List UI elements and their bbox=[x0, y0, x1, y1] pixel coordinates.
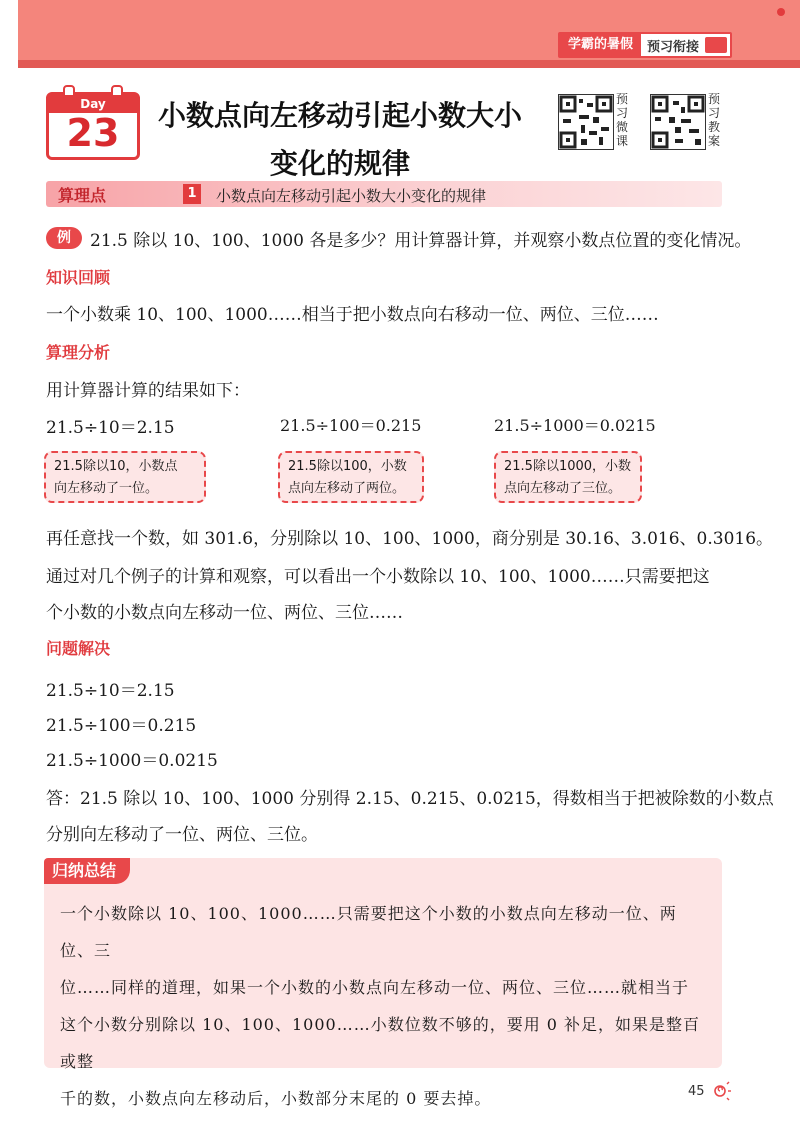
analysis-extra: 再任意找一个数，如 301.6，分别除以 10、100、1000，商分别是 30.16、3.016、0.3016。 bbox=[46, 529, 774, 549]
page-number: 45 bbox=[688, 1084, 705, 1099]
analysis-observation-1: 通过对几个例子的计算和观察，可以看出一个小数除以 10、100、1000……只需要把这 bbox=[46, 567, 710, 587]
summary-line-4: 千的数，小数点向左移动后，小数部分末尾的 0 要去掉。 bbox=[60, 1089, 492, 1108]
day-label: Day bbox=[49, 95, 137, 113]
series-tag bbox=[558, 32, 732, 58]
note-3-line-2: 点向左移动了三位。 bbox=[504, 481, 622, 496]
corner-dot bbox=[777, 8, 785, 16]
calc-3: 21.5÷1000＝0.0215 bbox=[494, 416, 656, 435]
qr-label-2: 预习教案 bbox=[708, 92, 721, 148]
note-box-2 bbox=[278, 451, 424, 503]
analysis-observation-2: 个小数的小数点向左移动一位、两位、三位…… bbox=[46, 603, 403, 623]
example-question: 21.5 除以 10、100、1000 各是多少？用计算器计算，并观察小数点位置的变化情况。 bbox=[90, 231, 752, 251]
example-tag: 例 bbox=[46, 227, 82, 249]
summary-text bbox=[60, 895, 710, 1117]
solution-line-1: 21.5÷10＝2.15 bbox=[46, 681, 175, 701]
sun-swirl-icon bbox=[710, 1080, 732, 1102]
note-box-3 bbox=[494, 451, 642, 503]
series-name: 学霸的暑假 bbox=[560, 34, 641, 56]
note-box-1 bbox=[44, 451, 206, 503]
section-tag: 算理点 bbox=[58, 186, 107, 205]
summary-line-3: 这个小数分别除以 10、100、1000……小数位数不够的，要用 0 补足，如果是整百或整 bbox=[60, 1015, 701, 1071]
book-logo-icon bbox=[705, 37, 727, 53]
title-line-2: 变化的规律 bbox=[269, 147, 410, 180]
note-2-line-1: 21.5除以100，小数 bbox=[288, 459, 407, 474]
qr-code-icon[interactable] bbox=[650, 94, 706, 150]
answer-line-2: 分别向左移动了一位、两位、三位。 bbox=[46, 825, 318, 845]
note-1-line-1: 21.5除以10，小数点 bbox=[54, 459, 178, 474]
analysis-heading: 算理分析 bbox=[46, 343, 111, 362]
solution-heading: 问题解决 bbox=[46, 639, 111, 658]
knowledge-heading: 知识回顾 bbox=[46, 268, 111, 287]
day-badge bbox=[46, 92, 140, 160]
title-line-1: 小数点向左移动引起小数大小 bbox=[157, 99, 522, 132]
note-3-line-1: 21.5除以1000，小数 bbox=[504, 459, 632, 474]
calc-1: 21.5÷10＝2.15 bbox=[46, 418, 175, 438]
knowledge-text: 一个小数乘 10、100、1000……相当于把小数点向右移动一位、两位、三位…… bbox=[46, 305, 659, 325]
qr-code-icon[interactable] bbox=[558, 94, 614, 150]
summary-line-2: 位……同样的道理，如果一个小数的小数点向左移动一位、两位、三位……就相当于 bbox=[60, 978, 690, 997]
answer-line-1: 答：21.5 除以 10、100、1000 分别得 2.15、0.215、0.0215，得数相当于把被除数的小数点 bbox=[46, 789, 774, 809]
note-2-line-2: 点向左移动了两位。 bbox=[288, 481, 406, 496]
solution-line-3: 21.5÷1000＝0.0215 bbox=[46, 751, 218, 771]
summary-tag: 归纳总结 bbox=[44, 858, 130, 884]
section-bar bbox=[46, 181, 722, 207]
solution-line-2: 21.5÷100＝0.215 bbox=[46, 716, 197, 736]
section-number: 1 bbox=[183, 184, 201, 204]
day-number: 23 bbox=[66, 111, 120, 155]
analysis-intro: 用计算器计算的结果如下： bbox=[46, 381, 250, 401]
calc-2: 21.5÷100＝0.215 bbox=[280, 416, 422, 435]
page-title bbox=[150, 92, 530, 188]
summary-line-1: 一个小数除以 10、100、1000……只需要把这个小数的小数点向左移动一位、两位、三 bbox=[60, 904, 677, 960]
qr-label-1: 预习微课 bbox=[616, 92, 629, 148]
note-1-line-2: 向左移动了一位。 bbox=[54, 481, 159, 496]
section-title: 小数点向左移动引起小数大小变化的规律 bbox=[216, 187, 487, 205]
subseries-name: 预习衔接 bbox=[646, 39, 699, 55]
header-stripe bbox=[18, 60, 800, 68]
